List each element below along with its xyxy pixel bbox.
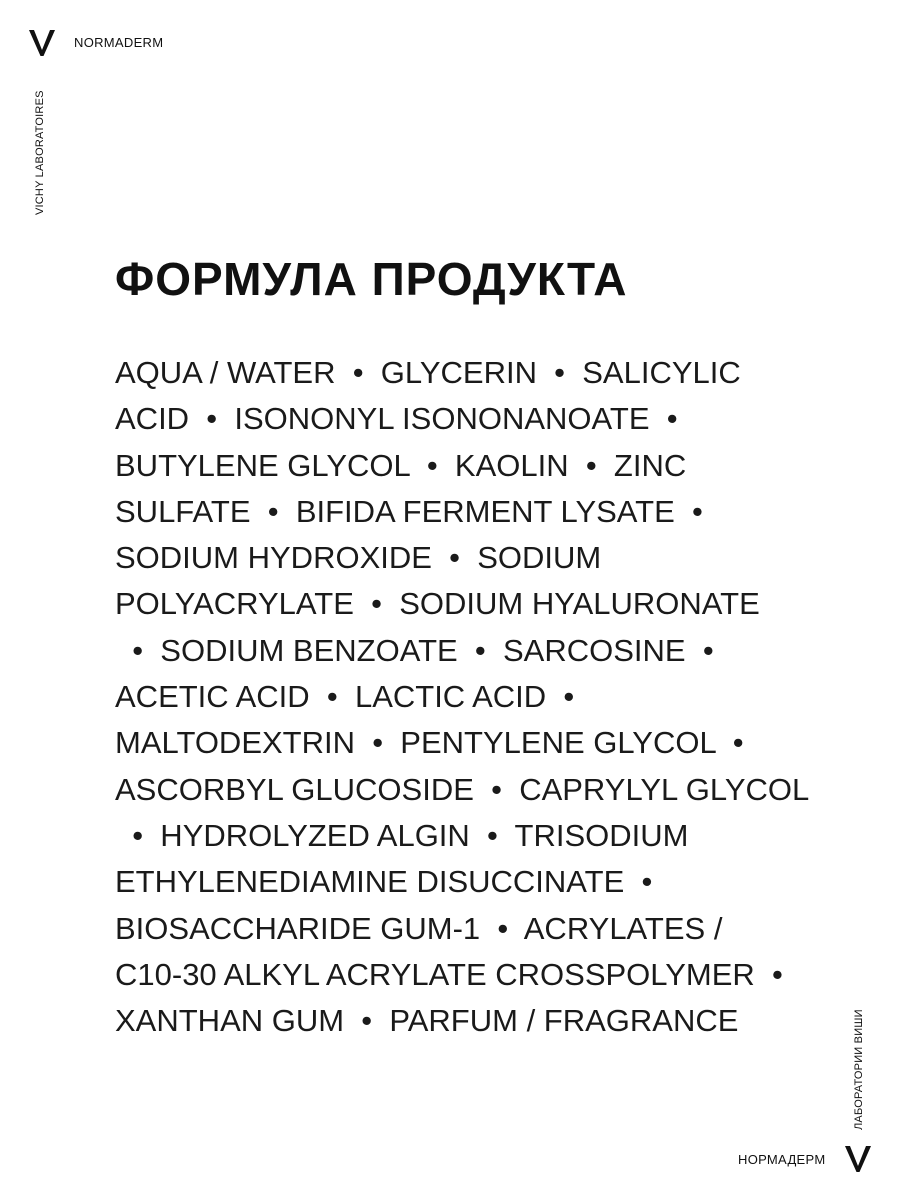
ingredients-list [115,350,815,1044]
ingredients-line: SODIUM HYDROXIDE • SODIUM [115,540,602,576]
ingredients-line: BIOSACCHARIDE GUM-1 • ACRYLATES / [115,910,723,946]
vichy-logo-icon [845,1146,871,1172]
ingredients-line: XANTHAN GUM • PARFUM / FRAGRANCE [115,1003,739,1039]
ingredients-line: ACETIC ACID • LACTIC ACID • [115,679,575,715]
ingredients-line: MALTODEXTRIN • PENTYLENE GLYCOL • [115,725,744,761]
ingredients-line: SULFATE • BIFIDA FERMENT LYSATE • [115,493,703,529]
page-title: ФОРМУЛА ПРОДУКТА [115,253,628,305]
ingredients-line: ASCORBYL GLUCOSIDE • CAPRYLYL GLYCOL [115,771,810,807]
ingredients-line: • SODIUM BENZOATE • SARCOSINE • [115,632,714,668]
side-label-vichy-laboratoires: VICHY LABORATOIRES [34,90,46,215]
side-label-laboratorii-vishi: ЛАБОРАТОРИИ ВИШИ [853,1009,865,1130]
brand-name-cyrillic: НОРМАДЕРМ [738,1152,826,1167]
ingredients-line: ACID • ISONONYL ISONONANOATE • [115,401,678,437]
ingredients-line: AQUA / WATER • GLYCERIN • SALICYLIC [115,355,741,390]
ingredients-line: BUTYLENE GLYCOL • KAOLIN • ZINC [115,447,687,483]
vichy-logo-icon [29,30,55,56]
ingredients-line: C10-30 ALKYL ACRYLATE CROSSPOLYMER • [115,956,783,992]
ingredients-line: • HYDROLYZED ALGIN • TRISODIUM [115,817,689,853]
ingredients-line: POLYACRYLATE • SODIUM HYALURONATE [115,586,760,622]
ingredients-line: ETHYLENEDIAMINE DISUCCINATE • [115,864,653,900]
brand-name: NORMADERM [74,35,164,50]
